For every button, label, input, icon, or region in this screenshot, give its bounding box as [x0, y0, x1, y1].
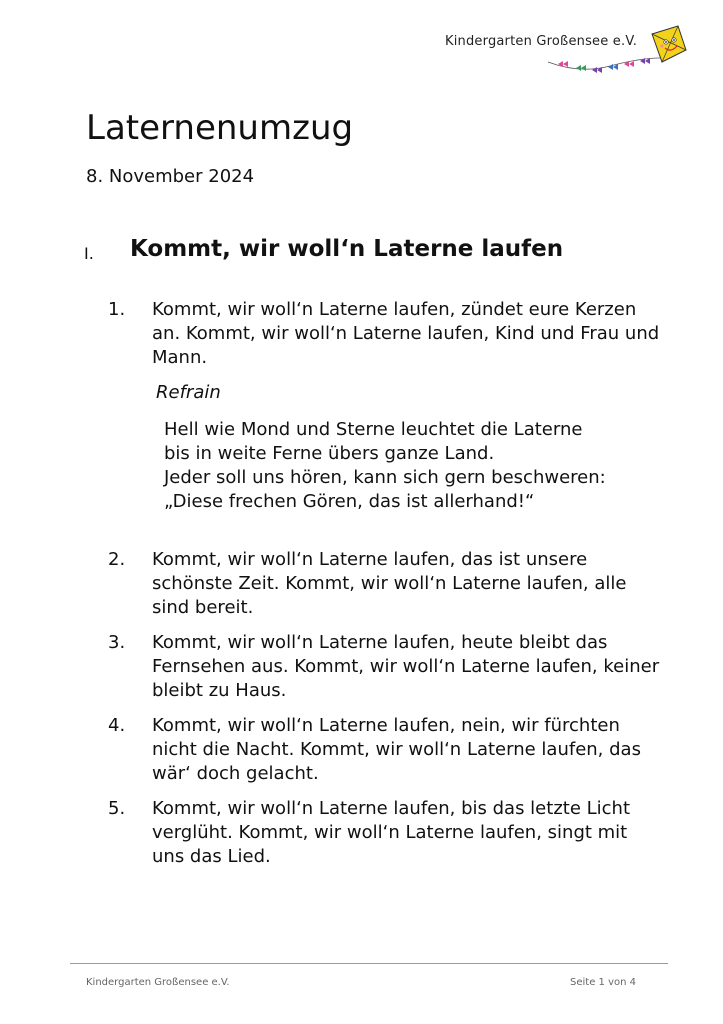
verse-item: [108, 298, 668, 370]
document-date: 8. November 2024: [86, 166, 255, 187]
verse-text: Kommt, wir woll‘n Laterne laufen, heute bleibt das Fernsehen aus. Kommt, wir woll‘n Laterne laufen, keiner bleibt zu Haus.: [152, 632, 660, 701]
verse-text: Kommt, wir woll‘n Laterne laufen, nein, wir fürchten nicht die Nacht. Kommt, wir woll‘n Laterne laufen, das wär‘ doch gelacht.: [152, 715, 641, 784]
kite-icon: [440, 22, 690, 82]
section-heading: [84, 236, 684, 276]
footer-organization: Kindergarten Großensee e.V.: [86, 977, 230, 988]
verse-item: [108, 548, 668, 620]
verse-number: 3.: [108, 632, 126, 653]
verse-text: Kommt, wir woll‘n Laterne laufen, zündet eure Kerzen an. Kommt, wir woll‘n Laterne laufen, Kind und Frau und Mann.: [152, 299, 660, 368]
refrain-line: Jeder soll uns hören, kann sich gern beschweren:: [164, 467, 606, 488]
refrain-line: Hell wie Mond und Sterne leuchtet die Laterne: [164, 419, 583, 440]
refrain-text: [164, 418, 664, 514]
page-title: Laternenumzug: [86, 108, 354, 148]
refrain-line: „Diese frechen Gören, das ist allerhand!“: [164, 491, 535, 512]
verse-text: Kommt, wir woll‘n Laterne laufen, bis das letzte Licht verglüht. Kommt, wir woll‘n Laterne laufen, singt mit uns das Lied.: [152, 798, 631, 867]
verse-number: 2.: [108, 549, 126, 570]
verse-number: 1.: [108, 299, 126, 320]
verse-item: [108, 714, 668, 786]
verse-number: 4.: [108, 715, 126, 736]
section-number: I.: [84, 244, 94, 263]
footer-divider: [70, 963, 668, 964]
section-title: Kommt, wir woll‘n Laterne laufen: [130, 236, 564, 262]
verse-text: Kommt, wir woll‘n Laterne laufen, das ist unsere schönste Zeit. Kommt, wir woll‘n Laterne laufen, alle sind bereit.: [152, 549, 627, 618]
verse-item: [108, 797, 668, 869]
refrain-label: Refrain: [156, 382, 221, 403]
page-number: Seite 1 von 4: [570, 977, 636, 988]
verse-number: 5.: [108, 798, 126, 819]
refrain-line: bis in weite Ferne übers ganze Land.: [164, 443, 495, 464]
verse-item: [108, 631, 668, 703]
logo-text: Kindergarten Großensee e.V.: [445, 34, 638, 49]
logo: [440, 22, 690, 82]
